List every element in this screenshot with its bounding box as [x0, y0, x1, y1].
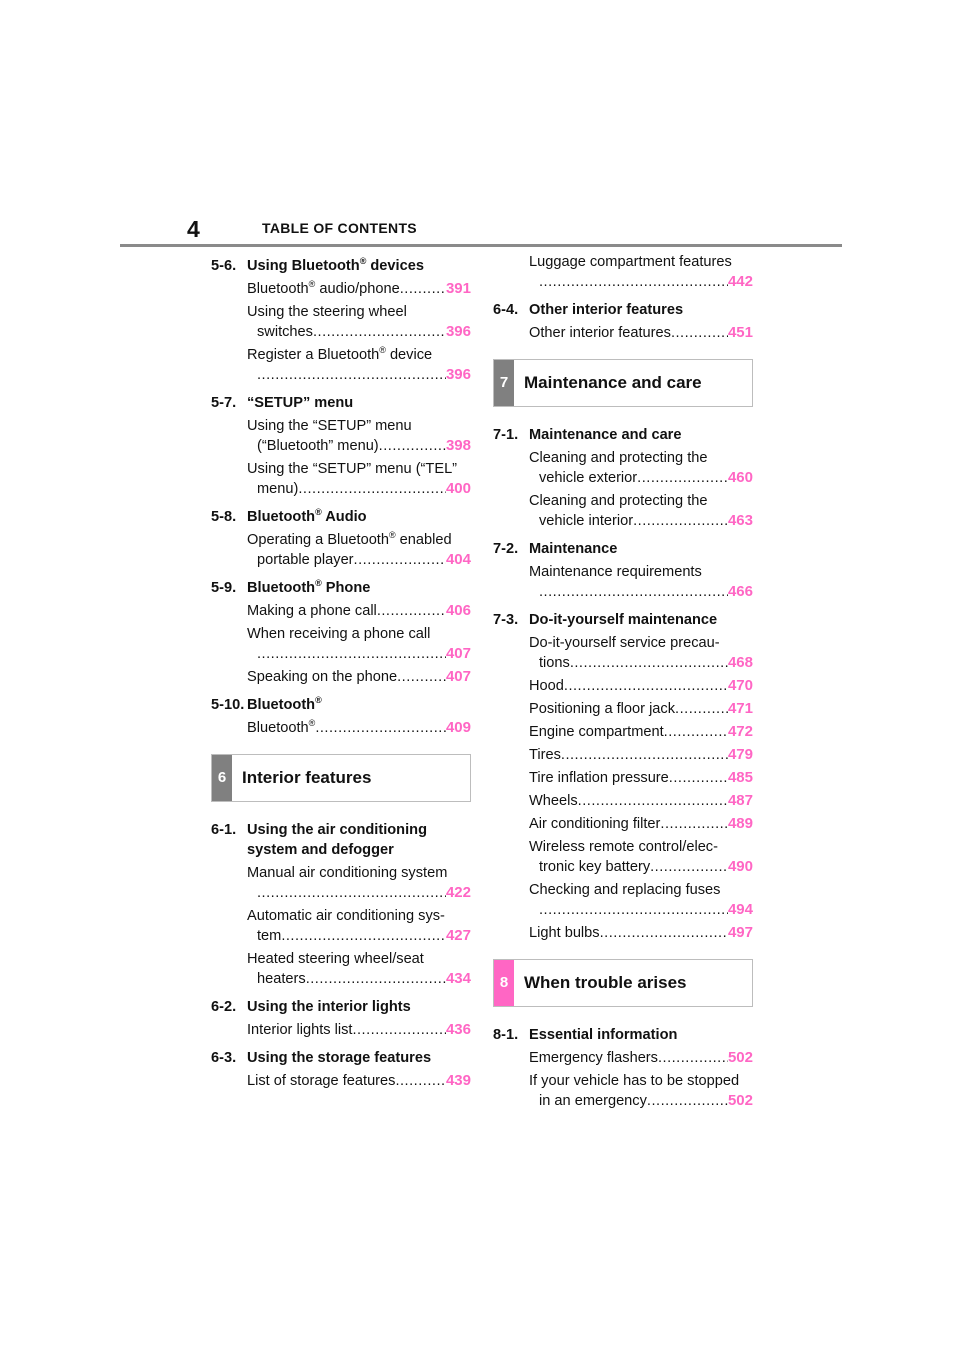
- page-link[interactable]: 451: [727, 324, 753, 341]
- page-link[interactable]: 400: [445, 480, 471, 497]
- toc-entry[interactable]: Maintenance requirements ..... 466: [529, 562, 753, 602]
- chapter-tab: 8: [494, 960, 514, 1006]
- toc-section[interactable]: 6-3. Using the storage features: [211, 1050, 432, 1066]
- toc-section[interactable]: 5-8. Bluetooth® Audio: [211, 507, 367, 525]
- page-link[interactable]: 442: [727, 273, 753, 290]
- toc-entry[interactable]: Luggage compartment features ..... 442: [529, 252, 753, 292]
- page-link[interactable]: 436: [445, 1021, 471, 1038]
- page-link[interactable]: 502: [727, 1049, 753, 1066]
- toc-entry[interactable]: Engine compartment ..... 472: [529, 722, 753, 742]
- toc-entry[interactable]: Light bulbs ..... 497: [529, 923, 753, 943]
- toc-section[interactable]: 7-3. Do-it-yourself maintenance: [493, 612, 718, 628]
- toc-entry[interactable]: Using the “SETUP” menu (“TEL” menu) ..... 400: [247, 459, 471, 499]
- header-rule: [120, 244, 842, 247]
- page-link[interactable]: 396: [445, 366, 471, 383]
- toc-entry[interactable]: Manual air conditioning system ..... 422: [247, 863, 471, 903]
- toc-entry[interactable]: Checking and replacing fuses ..... 494: [529, 880, 753, 920]
- toc-entry[interactable]: Wireless remote control/elec- tronic key battery ..... 490: [529, 837, 753, 877]
- toc-entry[interactable]: Cleaning and protecting the vehicle interior ..... 463: [529, 491, 753, 531]
- toc-entry[interactable]: Air conditioning filter ..... 489: [529, 814, 753, 834]
- toc-entry[interactable]: Hood ..... 470: [529, 676, 753, 696]
- toc-section[interactable]: 6-2. Using the interior lights: [211, 999, 411, 1015]
- toc-section[interactable]: 7-2. Maintenance: [493, 541, 618, 557]
- page-number: 4: [187, 216, 200, 242]
- page-link[interactable]: 494: [727, 901, 753, 918]
- page-link[interactable]: 427: [445, 927, 471, 944]
- page-link[interactable]: 406: [445, 602, 471, 619]
- toc-section[interactable]: 7-1. Maintenance and care: [493, 427, 682, 443]
- page-link[interactable]: 489: [727, 815, 753, 832]
- toc-entry[interactable]: Positioning a floor jack ..... 471: [529, 699, 753, 719]
- toc-entry[interactable]: Using the steering wheel switches ..... 396: [247, 302, 471, 342]
- toc-left-column: [211, 256, 471, 1091]
- page-link[interactable]: 497: [727, 924, 753, 941]
- page-link[interactable]: 407: [445, 668, 471, 685]
- page-link[interactable]: 466: [727, 583, 753, 600]
- page-link[interactable]: 391: [445, 280, 471, 297]
- chapter-title: Interior features: [242, 768, 372, 787]
- toc-section[interactable]: [211, 256, 471, 276]
- toc-entry[interactable]: Bluetooth® ..... 409: [247, 718, 471, 738]
- page-link[interactable]: 460: [727, 469, 753, 486]
- page-link[interactable]: 396: [445, 323, 471, 340]
- page-link[interactable]: 479: [727, 746, 753, 763]
- page-link[interactable]: 472: [727, 723, 753, 740]
- toc-entry[interactable]: Tires ..... 479: [529, 745, 753, 765]
- toc-section[interactable]: 6-1. Using the air conditioning system and defogger: [211, 822, 427, 858]
- page-link[interactable]: 409: [445, 719, 471, 736]
- toc-entry[interactable]: Using the “SETUP” menu (“Bluetooth” menu) ..... 398: [247, 416, 471, 456]
- toc-entry[interactable]: Automatic air conditioning sys- tem ..... 427: [247, 906, 471, 946]
- page-link[interactable]: 485: [727, 769, 753, 786]
- toc-entry[interactable]: Bluetooth® audio/phone ..... 391: [247, 279, 471, 299]
- toc-entry[interactable]: Do-it-yourself service precau- tions ..... 468: [529, 633, 753, 673]
- toc-right-column: [493, 252, 753, 1111]
- toc-section[interactable]: 6-4. Other interior features: [493, 302, 684, 318]
- chapter-box-maintenance[interactable]: [493, 359, 753, 407]
- page-link[interactable]: 407: [445, 645, 471, 662]
- page-link[interactable]: 404: [445, 551, 471, 568]
- toc-entry[interactable]: When receiving a phone call ..... 407: [247, 624, 471, 664]
- toc-entry[interactable]: Wheels ..... 487: [529, 791, 753, 811]
- toc-section[interactable]: 5-9. Bluetooth® Phone: [211, 578, 371, 596]
- page-link[interactable]: 468: [727, 654, 753, 671]
- chapter-box-interior-features[interactable]: [211, 754, 471, 802]
- toc-entry[interactable]: Register a Bluetooth® device ..... 396: [247, 345, 471, 385]
- chapter-tab: 6: [212, 755, 232, 801]
- page-link[interactable]: 439: [445, 1072, 471, 1089]
- toc-entry[interactable]: List of storage features ..... 439: [247, 1071, 471, 1091]
- toc-entry[interactable]: Tire inflation pressure ..... 485: [529, 768, 753, 788]
- toc-entry[interactable]: If your vehicle has to be stopped in an emergency ..... 502: [529, 1071, 753, 1111]
- section-number: 5-6.: [211, 258, 237, 274]
- header-title: TABLE OF CONTENTS: [262, 220, 417, 236]
- page-link[interactable]: 502: [727, 1092, 753, 1109]
- toc-entry[interactable]: Cleaning and protecting the vehicle exterior ..... 460: [529, 448, 753, 488]
- toc-entry[interactable]: Other interior features ..... 451: [529, 323, 753, 343]
- toc-entry[interactable]: Operating a Bluetooth® enabled portable player ..... 404: [247, 530, 471, 570]
- page-link[interactable]: 463: [727, 512, 753, 529]
- toc-entry[interactable]: Emergency flashers ..... 502: [529, 1048, 753, 1068]
- page-link[interactable]: 434: [445, 970, 471, 987]
- page-link[interactable]: 487: [727, 792, 753, 809]
- chapter-title: When trouble arises: [524, 973, 687, 992]
- page-link[interactable]: 470: [727, 677, 753, 694]
- chapter-title: Maintenance and care: [524, 373, 702, 392]
- page-link[interactable]: 471: [727, 700, 753, 717]
- toc-entry[interactable]: Speaking on the phone ..... 407: [247, 667, 471, 687]
- toc-entry[interactable]: Interior lights list ..... 436: [247, 1020, 471, 1040]
- toc-section[interactable]: 5-7. “SETUP” menu: [211, 395, 354, 411]
- registered-mark: ®: [359, 256, 367, 266]
- page-link[interactable]: 398: [445, 437, 471, 454]
- page-link[interactable]: 422: [445, 884, 471, 901]
- toc-section[interactable]: 5-10. Bluetooth®: [211, 695, 322, 713]
- chapter-tab: 7: [494, 360, 514, 406]
- toc-section[interactable]: 8-1. Essential information: [493, 1027, 678, 1043]
- chapter-box-trouble[interactable]: [493, 959, 753, 1007]
- toc-entry[interactable]: Making a phone call ..... 406: [247, 601, 471, 621]
- page-link[interactable]: 490: [727, 858, 753, 875]
- section-title: Using Bluetooth® devices: [247, 256, 424, 274]
- toc-entry[interactable]: Heated steering wheel/seat heaters ..... 434: [247, 949, 471, 989]
